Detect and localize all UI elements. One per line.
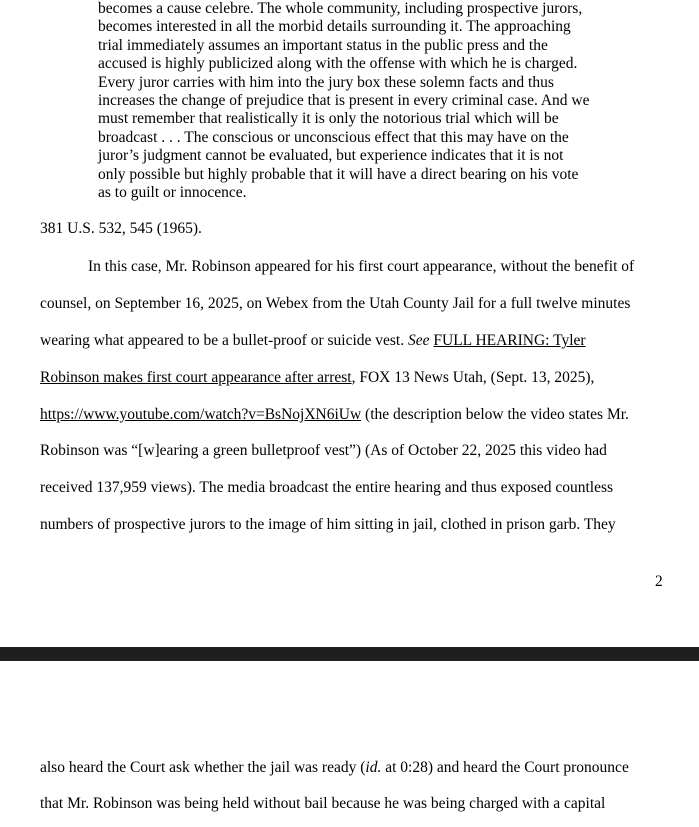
- quote-line: trial immediately assumes an important status in the public press and the: [98, 36, 548, 54]
- paragraph-text: wearing what appeared to be a bullet-proof or suicide vest.: [40, 332, 408, 349]
- paragraph-line: [40, 406, 629, 424]
- paragraph-text: , FOX 13 News Utah, (Sept. 13, 2025),: [351, 369, 595, 386]
- paragraph-line: counsel, on September 16, 2025, on Webex from the Utah County Jail for a full twelve minutes: [40, 295, 631, 312]
- paragraph-line: Robinson was “[w]earing a green bulletproof vest”) (As of October 22, 2025 this video had: [40, 442, 607, 459]
- quote-line: only possible but highly probable that it will have a direct bearing on his vote: [98, 165, 579, 183]
- paragraph-line: [40, 369, 594, 387]
- quote-line: as to guilt or innocence.: [98, 184, 247, 202]
- quote-line: increases the change of prejudice that is present in every criminal case. And we: [98, 92, 590, 110]
- paragraph-line: numbers of prospective jurors to the image of him sitting in jail, clothed in prison garb. They: [40, 516, 616, 533]
- block-quote: [98, 0, 638, 202]
- paragraph-line: that Mr. Robinson was being held without bail because he was being charged with a capital: [40, 795, 606, 812]
- paragraph-text: (the description below the video states Mr.: [361, 406, 629, 423]
- paragraph-text: also heard the Court ask whether the jail was ready (: [40, 759, 366, 776]
- video-title-link[interactable]: FULL HEARING: Tyler: [433, 332, 586, 349]
- quote-line: becomes a cause celebre. The whole community, including prospective jurors,: [98, 0, 583, 17]
- see-signal: See: [408, 332, 430, 349]
- quote-line: must remember that realistically it is only the notorious trial which will be: [98, 110, 559, 128]
- quote-line: becomes interested in all the morbid details surrounding it. The approaching: [98, 18, 571, 36]
- paragraph-line: In this case, Mr. Robinson appeared for his first court appearance, without the benefit of: [88, 258, 635, 275]
- quote-line: accused is highly publicized along with the offense with which he is charged.: [98, 55, 578, 73]
- paragraph-text: at 0:28) and heard the Court pronounce: [381, 759, 629, 776]
- quote-line: Every juror carries with him into the jury box these solemn facts and thus: [98, 73, 554, 91]
- paragraph-line: received 137,959 views). The media broadcast the entire hearing and thus exposed countless: [40, 479, 614, 496]
- paragraph-line: [40, 332, 586, 350]
- page-separator: [0, 647, 699, 661]
- id-signal: id.: [365, 759, 382, 776]
- paragraph-line: [40, 759, 629, 777]
- page-number: 2: [655, 573, 663, 590]
- quote-line: juror’s judgment cannot be evaluated, but experience indicates that it is not: [98, 147, 564, 165]
- case-citation: 381 U.S. 532, 545 (1965).: [40, 220, 202, 237]
- quote-line: broadcast . . . The conscious or unconscious effect that this may have on the: [98, 128, 569, 146]
- video-title-link[interactable]: Robinson makes first court appearance after arrest: [40, 369, 352, 386]
- youtube-url-link[interactable]: https://www.youtube.com/watch?v=BsNojXN6iUw: [40, 406, 362, 423]
